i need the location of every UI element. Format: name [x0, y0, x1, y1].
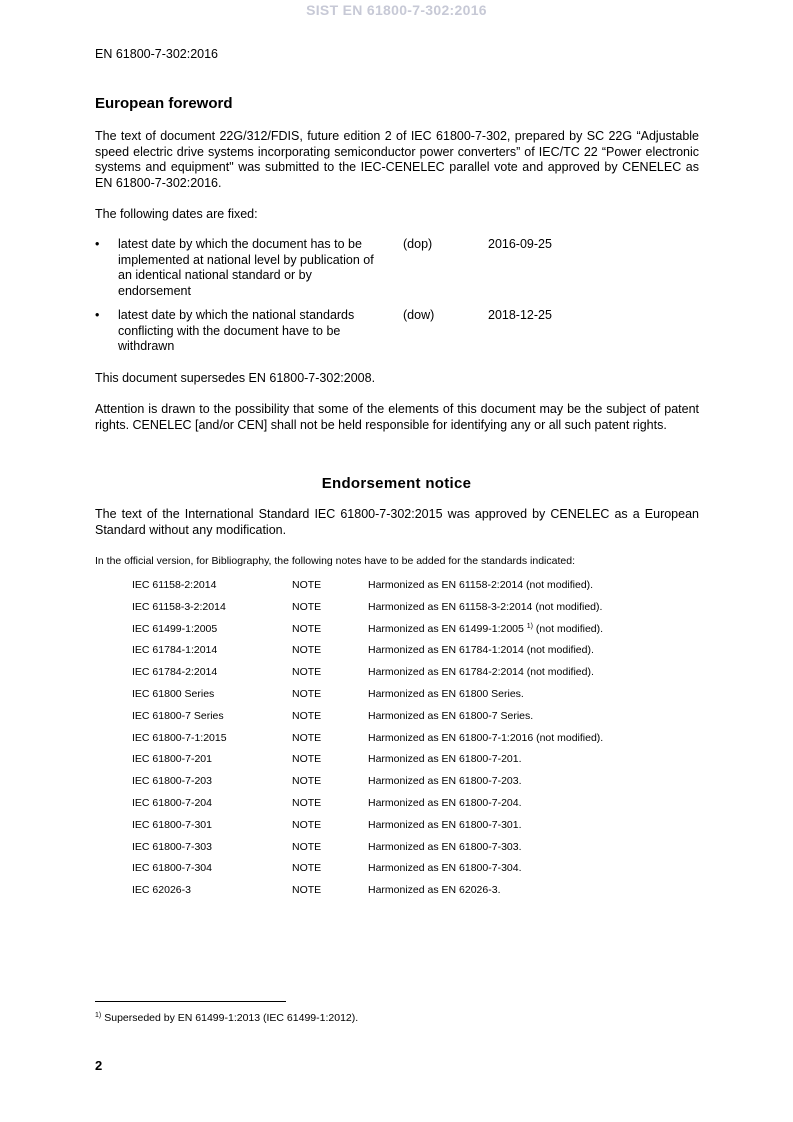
watermark: SIST EN 61800-7-302:2016: [306, 2, 487, 18]
note-standard: IEC 61158-2:2014: [132, 579, 217, 591]
footnote-marker: 1): [95, 1012, 102, 1019]
note-label: NOTE: [292, 818, 322, 831]
note-text: [368, 884, 501, 896]
note-standard: IEC 61800-7-203: [132, 775, 212, 788]
note-row: [132, 819, 712, 841]
note-text: [368, 841, 522, 853]
note-standard: IEC 61784-2:2014: [132, 666, 218, 679]
note-text-main: Harmonized as EN 61158-2:2014 (not modified).: [368, 579, 594, 591]
note-text-main: Harmonized as EN 61499-1:2005: [368, 622, 524, 635]
note-label: NOTE: [292, 753, 322, 766]
note-label: NOTE: [292, 666, 322, 679]
page-number: 2: [95, 1058, 103, 1073]
note-standard: IEC 61800-7 Series: [132, 709, 224, 722]
note-text: [368, 623, 603, 635]
note-label: NOTE: [292, 884, 322, 897]
note-standard: IEC 61784-1:2014: [132, 644, 218, 657]
note-text-main: Harmonized as EN 61800-7 Series.: [368, 709, 534, 722]
note-row: [132, 775, 712, 797]
note-text-main: Harmonized as EN 61800-7-204.: [368, 796, 522, 809]
endorsement-paragraph: The text of the International Standard IEC 61800-7-302:2015 was approved by CENELEC as a European Standard without any modification.: [95, 507, 699, 537]
footnote: [95, 1012, 358, 1024]
note-text-main: Harmonized as EN 61158-3-2:2014 (not modified).: [368, 600, 603, 613]
note-label: NOTE: [292, 731, 322, 744]
note-text: [368, 579, 593, 591]
note-text-main: Harmonized as EN 61800 Series.: [368, 687, 524, 700]
note-standard: IEC 61800-7-201: [132, 753, 212, 766]
foreword-intro-paragraph: The text of document 22G/312/FDIS, future edition 2 of IEC 61800-7-302, prepared by SC 22G “Adjustable speed electric drive systems incorporating semiconductor power converters” of IEC/TC 22 “Power electronic systems and equipment" was submitted to the IEC-CENELEC parallel vote and approved by CENELEC as EN 61800-7-302:2016.: [95, 129, 699, 190]
note-text-main: Harmonized as EN 62026-3.: [368, 884, 501, 897]
note-text-main: Harmonized as EN 61800-7-303.: [368, 840, 522, 853]
note-text-main: Harmonized as EN 61800-7-203.: [368, 775, 522, 788]
note-row: [132, 841, 712, 863]
note-text: [368, 775, 522, 787]
note-label: NOTE: [292, 622, 322, 635]
date-item-date: 2016-09-25: [488, 237, 552, 251]
note-label: NOTE: [292, 644, 322, 657]
footnote-reference: 1): [526, 622, 534, 630]
supersedes-paragraph: This document supersedes EN 61800-7-302:2008.: [95, 371, 376, 385]
note-text-main: Harmonized as EN 61800-7-304.: [368, 862, 522, 875]
date-item-text: latest date by which the document has to be implemented at national level by publication of an identical national standard or by endorsement: [118, 237, 374, 298]
note-text-main: Harmonized as EN 61784-1:2014 (not modified).: [368, 644, 594, 657]
note-standard: IEC 61499-1:2005: [132, 622, 218, 635]
note-text: [368, 862, 522, 874]
note-text-main: Harmonized as EN 61800-7-301.: [368, 818, 522, 831]
note-text: [368, 644, 594, 656]
footnote-text: Superseded by EN 61499-1:2013 (IEC 61499-1:2012).: [104, 1012, 359, 1024]
bullet-marker: •: [95, 308, 100, 322]
note-text-main: Harmonized as EN 61800-7-1:2016 (not modified).: [368, 731, 604, 744]
note-text: [368, 666, 594, 678]
note-text: [368, 819, 522, 831]
document-identifier: EN 61800-7-302:2016: [95, 47, 219, 61]
note-row: [132, 579, 712, 601]
note-row: [132, 862, 712, 884]
note-row: [132, 884, 712, 906]
note-text: [368, 688, 524, 700]
note-label: NOTE: [292, 579, 322, 591]
dates-intro-paragraph: The following dates are fixed:: [95, 207, 258, 221]
note-row: [132, 753, 712, 775]
note-standard: IEC 61800-7-204: [132, 796, 212, 809]
date-item-code: (dow): [403, 308, 435, 322]
endorsement-heading: Endorsement notice: [321, 475, 472, 492]
date-item-code: (dop): [403, 237, 433, 251]
note-text: [368, 601, 602, 613]
date-item-text: latest date by which the national standards conflicting with the document have to be withdrawn: [118, 308, 355, 353]
note-label: NOTE: [292, 775, 322, 788]
note-label: NOTE: [292, 796, 322, 809]
note-row: [132, 644, 712, 666]
foreword-heading: European foreword: [95, 95, 233, 112]
note-standard: IEC 61800 Series: [132, 687, 215, 700]
note-standard: IEC 61158-3-2:2014: [132, 600, 226, 613]
note-row: [132, 732, 712, 754]
note-label: NOTE: [292, 600, 322, 613]
harmonized-notes-list: [132, 579, 712, 906]
note-row: [132, 601, 712, 623]
note-row: [132, 688, 712, 710]
bullet-marker: •: [95, 237, 100, 251]
footnote-separator: [95, 1001, 286, 1002]
note-row: [132, 710, 712, 732]
note-label: NOTE: [292, 840, 322, 853]
note-text: [368, 797, 522, 809]
note-standard: IEC 61800-7-304: [132, 862, 212, 875]
note-standard: IEC 62026-3: [132, 884, 191, 897]
note-text: [368, 732, 603, 744]
note-text: [368, 753, 522, 765]
note-label: NOTE: [292, 862, 322, 875]
note-text-main: Harmonized as EN 61784-2:2014 (not modified).: [368, 666, 594, 679]
note-label: NOTE: [292, 687, 322, 700]
note-text-main: Harmonized as EN 61800-7-201.: [368, 753, 522, 766]
note-row: [132, 666, 712, 688]
date-item-date: 2018-12-25: [488, 308, 552, 322]
note-label: NOTE: [292, 709, 322, 722]
note-text: [368, 710, 533, 722]
note-standard: IEC 61800-7-1:2015: [132, 731, 227, 744]
note-standard: IEC 61800-7-301: [132, 818, 212, 831]
note-row: [132, 623, 712, 645]
note-text-after: (not modified).: [533, 622, 604, 635]
note-standard: IEC 61800-7-303: [132, 840, 212, 853]
notes-intro-paragraph: In the official version, for Bibliography, the following notes have to be added for the standards indicated:: [95, 555, 575, 567]
note-row: [132, 797, 712, 819]
patent-paragraph: Attention is drawn to the possibility that some of the elements of this document may be the subject of patent rights. CENELEC [and/or CEN] shall not be held responsible for identifying any or all such patent rights.: [95, 402, 699, 432]
